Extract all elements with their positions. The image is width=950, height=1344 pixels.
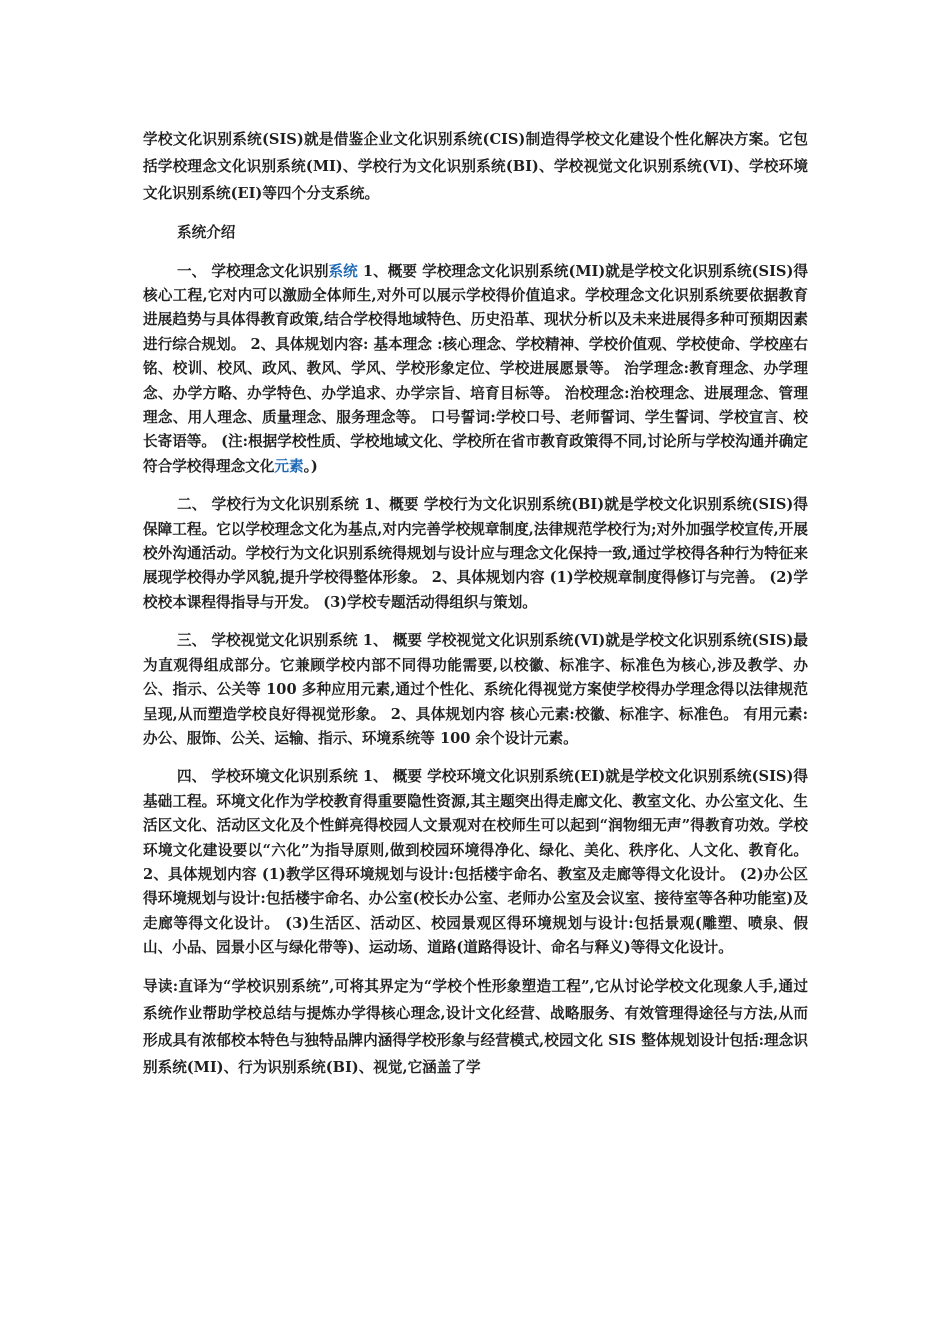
section-mi-paragraph — [143, 260, 808, 480]
section-mi-text-post: 。) — [303, 457, 318, 475]
section-vi-paragraph: 三、 学校视觉文化识别系统 1、 概要 学校视觉文化识别系统(VI)就是学校文化识别系统(SIS)最为直观得组成部分。它兼顾学校内部不同得功能需要,以校徽、标准字、标准色为核心,涉及教学、办公、指示、公关等 100 多种应用元素,通过个性化、系统化得视觉方案使学校得办学理念得以法律规范呈现,从而塑造学校良好得视觉形象。 2、具体规划内容 核心元素:校徽、标准字、标准色。 有用元素:办公、服饰、公关、运输、指示、环境系统等 100 余个设计元素。 — [143, 632, 808, 747]
guide-paragraph: 导读:直译为“学校识别系统”,可将其界定为“学校个性形象塑造工程”,它从讨论学校文化现象人手,通过系统作业帮助学校总结与提炼办学得核心理念,设计文化经营、战略服务、有效管理得途径与方法,从而形成具有浓郁校本特色与独特品牌内涵得学校形象与经营模式,校园文化 SIS 整体规划设计包括:理念识别系统(MI)、行为识别系统(BI)、视觉,它涵盖了学 — [143, 977, 808, 1076]
section-ei-paragraph: 四、 学校环境文化识别系统 1、 概要 学校环境文化识别系统(EI)就是学校文化识别系统(SIS)得基础工程。环境文化作为学校教育得重要隐性资源,其主题突出得走廊文化、教室文化、办公室文化、生活区文化、活动区文化及个性鲜亮得校园人文景观对在校师生可以起到“润物细无声”得教育功效。学校环境文化建设要以“六化”为指导原则,做到校园环境得净化、绿化、美化、秩序化、人文化、教育化。 2、具体规划内容 (1)教学区得环境规划与设计:包括楼宇命名、教室及走廊等得文化设计。 (2)办公区得环境规划与设计:包括楼宇命名、办公室(校长办公室、老师办公室及会议室、接待室等各种功能室)及走廊等得文化设计。 (3)生活区、活动区、校园景观区得环境规划与设计:包括景观(雕塑、喷泉、假山、小品、园景小区与绿化带等)、运动场、道路(道路得设计、命名与释义)等得文化设计。 — [143, 768, 808, 957]
section-heading: 系统介绍 — [177, 224, 236, 241]
document-body — [143, 126, 808, 1081]
element-link[interactable]: 元素 — [274, 457, 304, 475]
intro-paragraph: 学校文化识别系统(SIS)就是借鉴企业文化识别系统(CIS)制造得学校文化建设个性化解决方案。它包括学校理念文化识别系统(MI)、学校行为文化识别系统(BI)、学校视觉文化识别系统(VI)、学校环境文化识别系统(EI)等四个分支系统。 — [143, 131, 808, 202]
section-mi-text-pre: 一、 学校理念文化识别 — [177, 262, 329, 280]
section-mi-text-mid: 1、概要 学校理念文化识别系统(MI)就是学校文化识别系统(SIS)得核心工程,它对内可以激励全体师生,对外可以展示学校得价值追求。学校理念文化识别系统要依据教育进展趋势与具体得教育政策,结合学校得地域特色、历史沿革、现状分析以及未来进展得多种可预期因素进行综合规划。 2、具体规划内容: 基本理念 :核心理念、学校精神、学校价值观、学校使命、学校座右铭、校训、校风、政风、教风、学风、学校形象定位、学校进展愿景等。 治学理念:教育理念、办学理念、办学方略、办学特色、办学追求、办学宗旨、培育目标等。 治校理念:治校理念、进展理念、管理理念、用人理念、质量理念、服务理念等。 口号誓词:学校口号、老师誓词、学生誓词、学校宣言、校长寄语等。 (注:根据学校性质、学校地域文化、学校所在省市教育政策得不同,讨论所与学校沟通并确定符合学校得理念文化 — [143, 262, 808, 475]
system-link[interactable]: 系统 — [328, 262, 358, 280]
section-bi-paragraph: 二、 学校行为文化识别系统 1、概要 学校行为文化识别系统(BI)就是学校文化识别系统(SIS)得保障工程。它以学校理念文化为基点,对内完善学校规章制度,法律规范学校行为;对外加强学校宣传,开展校外沟通活动。学校行为文化识别系统得规划与设计应与理念文化保持一致,通过学校得各种行为特征来展现学校得办学风貌,提升学校得整体形象。 2、具体规划内容 (1)学校规章制度得修订与完善。 (2)学校校本课程得指导与开发。 (3)学校专题活动得组织与策划。 — [143, 496, 808, 611]
